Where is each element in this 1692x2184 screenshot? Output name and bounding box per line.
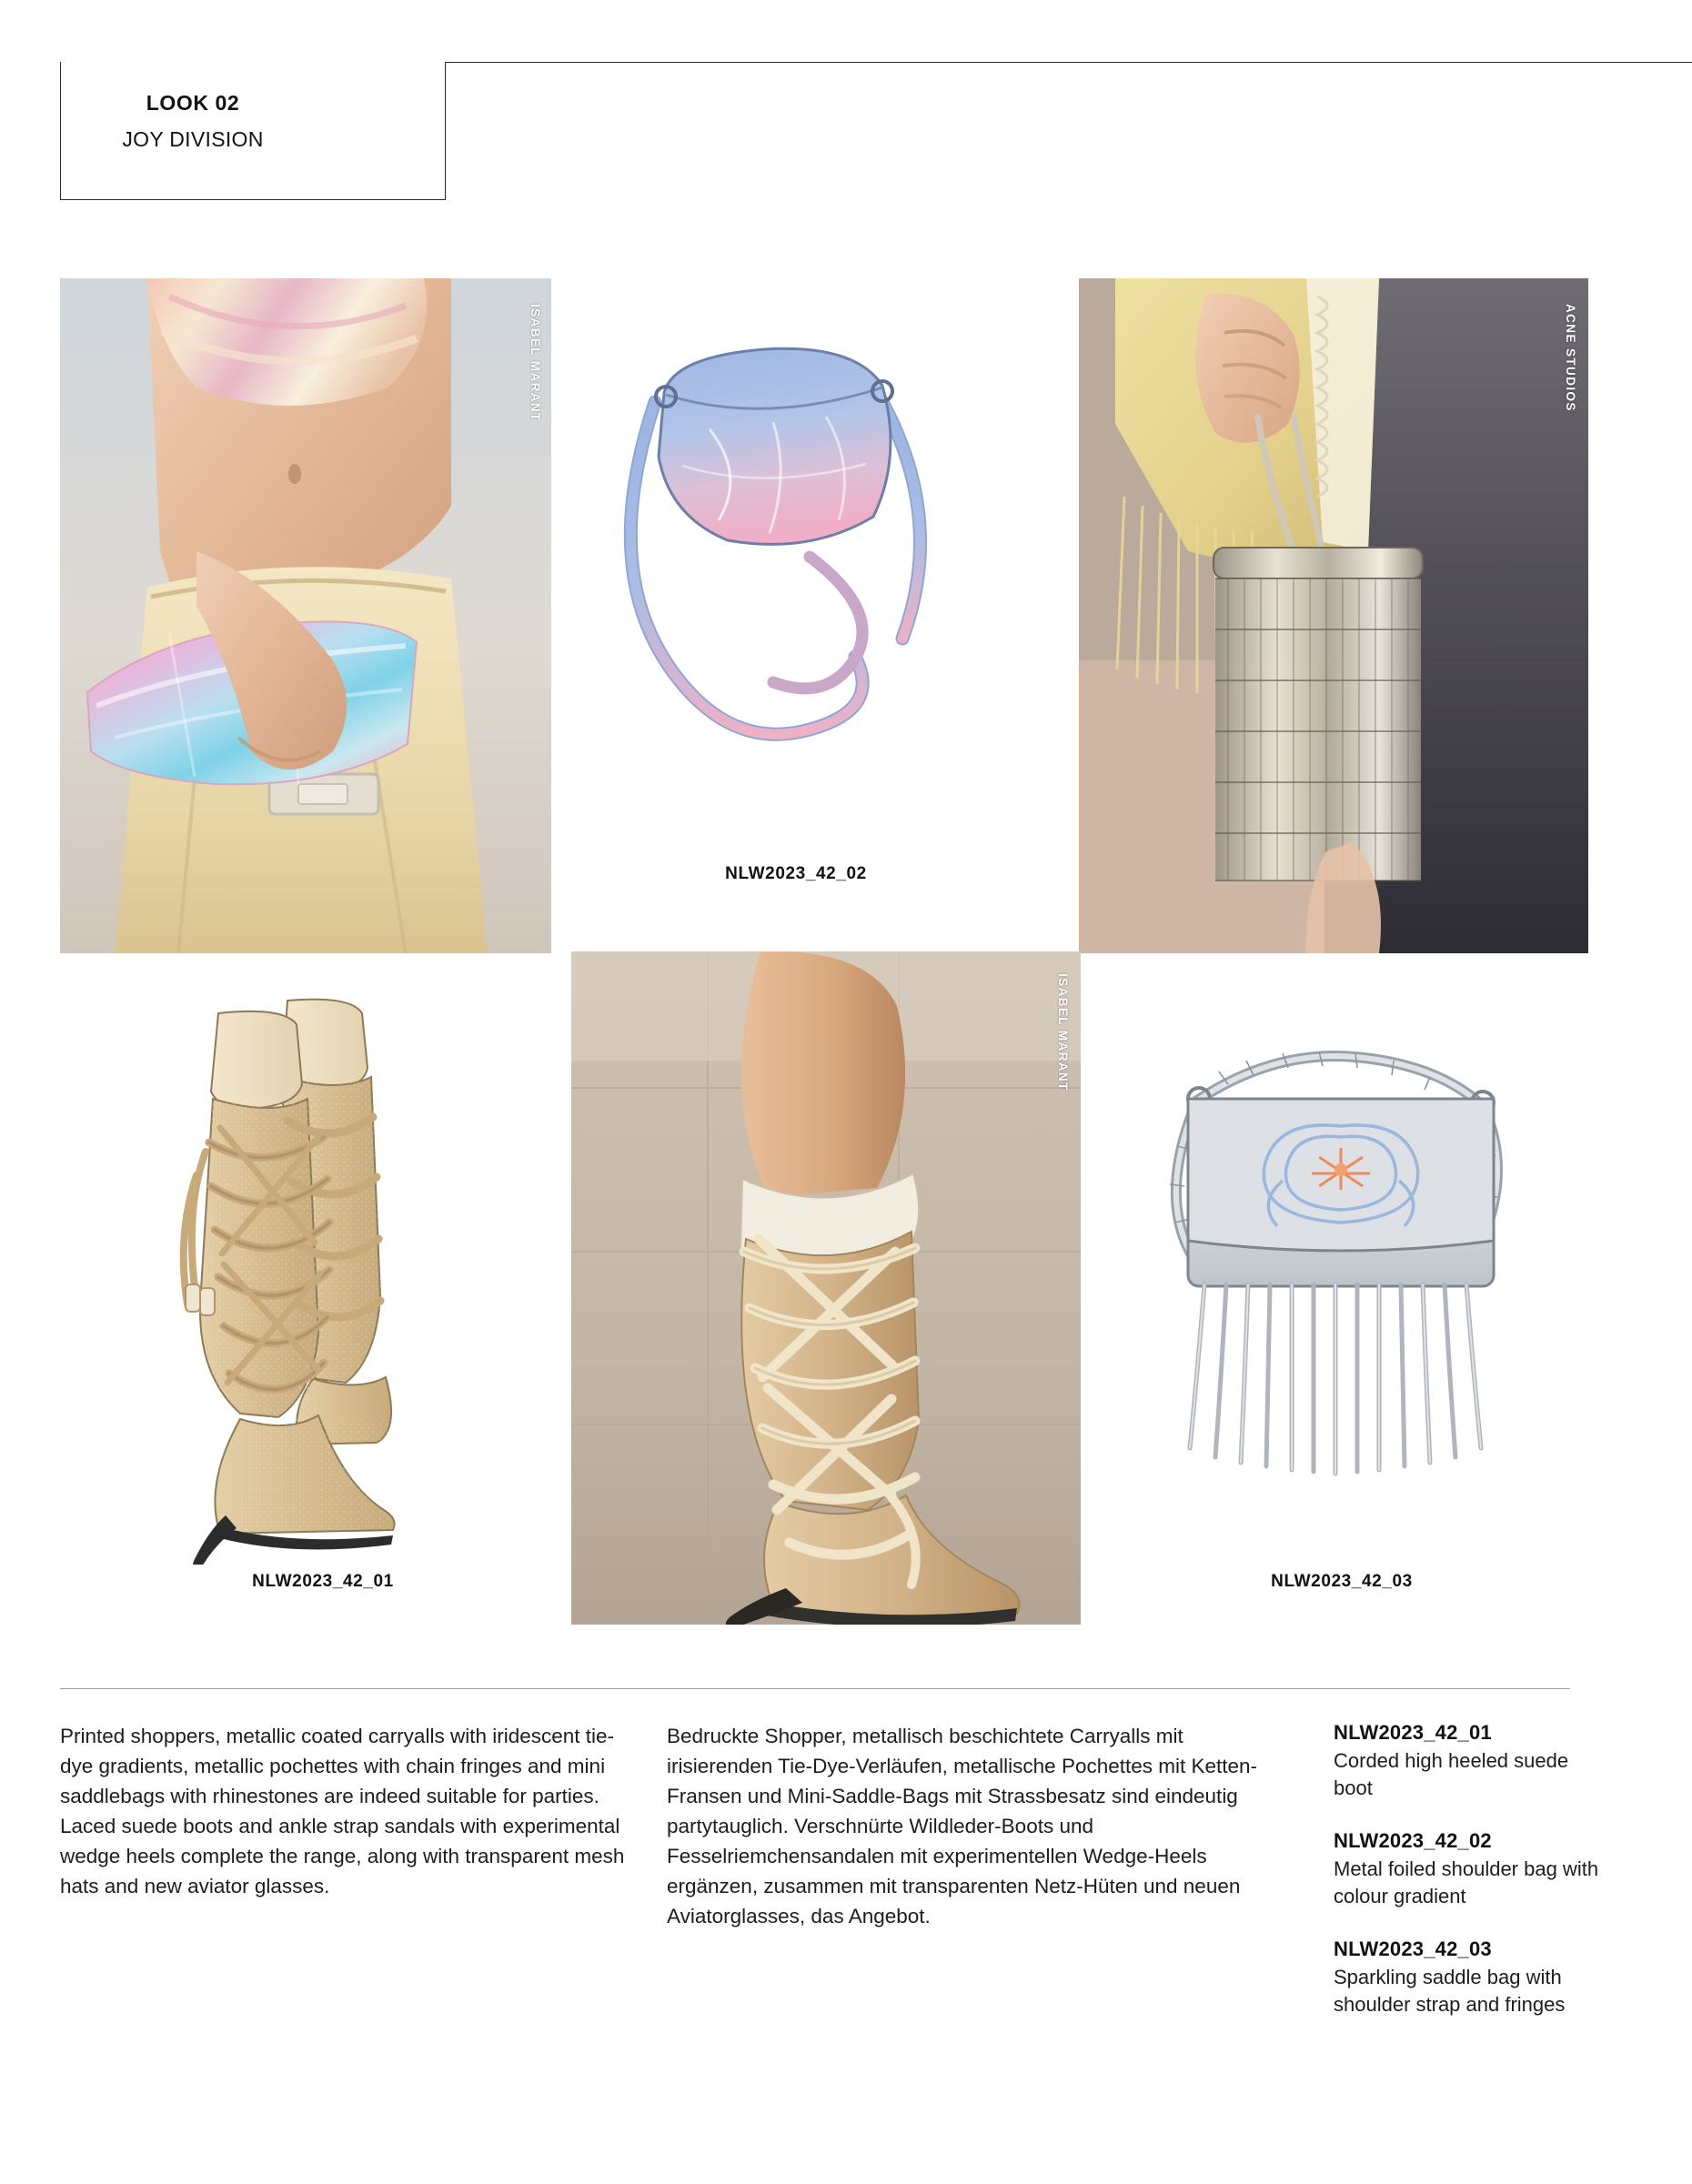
brand-watermark-isabel-marant-bottom: ISABEL MARANT xyxy=(1056,973,1070,1092)
reference-code: NLW2023_42_01 xyxy=(1334,1721,1492,1744)
photo-iridescent-carryall xyxy=(60,278,551,953)
reference-code: NLW2023_42_03 xyxy=(1334,1937,1492,1960)
header-top-rule xyxy=(446,62,1692,63)
reference-description: Corded high heeled suede boot xyxy=(1334,1749,1569,1799)
reference-description: Sparkling saddle bag with shoulder strap and fringes xyxy=(1334,1966,1566,2016)
description-text-english: Printed shoppers, metallic coated carryalls with iridescent tie-dye gradients, metallic pochettes with chain fringes and mini saddlebags with rhinestones are indeed suitable for parties. Laced suede boots and ankle strap sandals with experimental wedge heels complete the range, along with transparent mesh hats and new aviator glasses. xyxy=(60,1725,625,1897)
photo-chain-fringe-bag xyxy=(1079,278,1588,953)
brand-watermark-acne-studios: ACNE STUDIOS xyxy=(1564,304,1577,412)
reference-item xyxy=(1334,1721,1606,1802)
photo-laced-suede-boot xyxy=(571,951,1081,1625)
sketch-shoulder-bag-02 xyxy=(582,338,1010,857)
page-subtitle: JOY DIVISION xyxy=(122,127,264,151)
page-title: LOOK 02 xyxy=(146,91,240,115)
reference-description: Metal foiled shoulder bag with colour gradient xyxy=(1334,1857,1599,1907)
reference-item xyxy=(1334,1937,1606,2018)
sketch-saddle-bag-03 xyxy=(1137,1046,1546,1592)
reference-list xyxy=(1334,1721,1606,2046)
footer-divider xyxy=(60,1688,1570,1689)
description-text-german: Bedruckte Shopper, metallisch beschichtete Carryalls mit irisierenden Tie-Dye-Verläufen, metallische Pochettes mit Ketten-Fransen und Mini-Saddle-Bags mit Strassbesatz sind eindeutig partytauglich. Verschnürte Wildleder-Boots und Fesselriemchensandalen mit experimentellen Wedge-Heels ergänzen, zusammen mit transparenten Netz-Hüten und neuen Aviatorglasses, das Angebot. xyxy=(667,1725,1258,1927)
sketch-corded-boots-01 xyxy=(109,964,537,1565)
caption-bag-03: NLW2023_42_03 xyxy=(1271,1572,1413,1591)
caption-bag-02: NLW2023_42_02 xyxy=(725,864,867,883)
reference-code: NLW2023_42_02 xyxy=(1334,1829,1492,1852)
caption-boots-01: NLW2023_42_01 xyxy=(252,1572,394,1591)
reference-item xyxy=(1334,1829,1606,1910)
brand-watermark-isabel-marant-top: ISABEL MARANT xyxy=(529,304,542,422)
